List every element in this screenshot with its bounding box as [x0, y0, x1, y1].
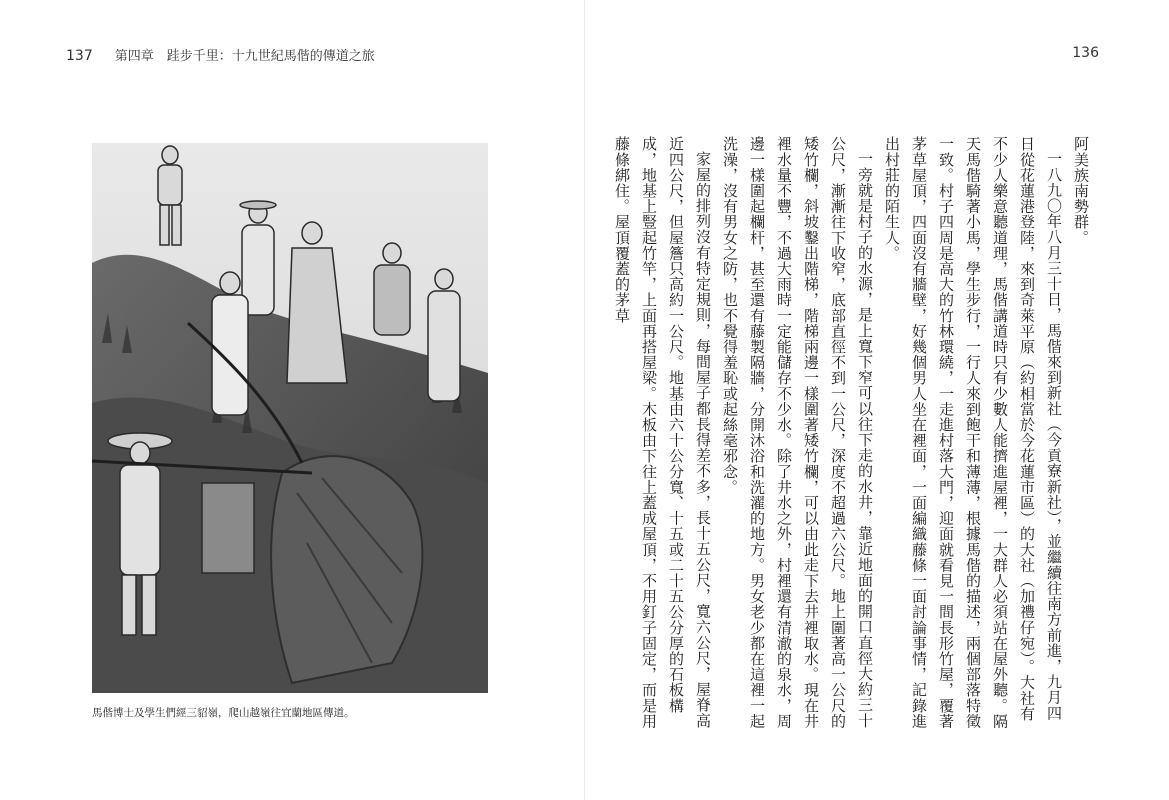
- right-page: [585, 0, 1169, 800]
- photo-caption: 馬偕博士及學生們經三貂嶺，爬山越嶺往宜蘭地區傳道。: [92, 707, 355, 719]
- left-page: [0, 0, 584, 800]
- paragraph: 家屋的排列沒有特定規則，每間屋子都長得差不多，長十五公尺，寬六公尺，屋脊高近四公尺，但屋簷只高約一公尺。地基由六十公分寬、十五或二十五公分厚的石板構成，地基上豎起竹竿，上面再搭屋梁。木板由下往上蓋成屋頂，不用釘子固定，而是用藤條綁住。屋頂覆蓋的茅草: [613, 136, 712, 729]
- paragraph: 阿美族南勢群。: [1072, 136, 1090, 246]
- chapter-title: 第四章 跬步千里：十九世紀馬偕的傳道之旅: [114, 49, 375, 64]
- paragraph: 一八九〇年八月三十日，馬偕來到新社（今貢寮新社），並繼續往南方前進，九月四日從花蓮港登陸，來到奇萊平原（約相當於今花蓮市區）的大社（加禮仔宛）。大社有不少人樂意聽道理，馬偕講道時只有少數人能擠進屋裡，一大群人必須站在屋外聽。隔天馬偕騎著小馬，學生步行，一行人來到飽干和薄薄，根據馬偕的描述，兩個部落特徵一致。村子四周是高大的竹林環繞，一走進村落大門，迎面就看見一間長形竹屋，覆著茅草屋頂，四面沒有牆壁，好幾個男人坐在裡面，一面編織藤條一面討論事情，記錄進出村莊的陌生人。: [883, 136, 1063, 729]
- photo-illustration: [92, 143, 488, 693]
- body-text: [613, 136, 1094, 736]
- historical-photo: [92, 143, 488, 693]
- running-header: [66, 45, 375, 64]
- paragraph: 一旁就是村子的水源，是上寬下窄可以往下走的水井，靠近地面的開口直徑大約三十公尺，漸漸往下收窄，底部直徑不到一公尺，深度不超過六公尺。地上圍著高一公尺的矮竹欄，斜坡鑿出階梯，階梯兩邊一樣圍著矮竹欄，可以由此走下去井裡取水。現在井裡水量不豐，不過大雨時一定能儲存不少水。除了井水之外，村裡還有清澈的泉水，周邊一樣圍起欄杆，甚至還有藤製隔牆，分開沐浴和洗濯的地方。男女老少都在這裡一起洗澡，沒有男女之防，也不覺得羞恥或起絲毫邪念。: [721, 136, 874, 729]
- page-number-right: 136: [1072, 45, 1099, 61]
- page-number: 137: [66, 48, 93, 64]
